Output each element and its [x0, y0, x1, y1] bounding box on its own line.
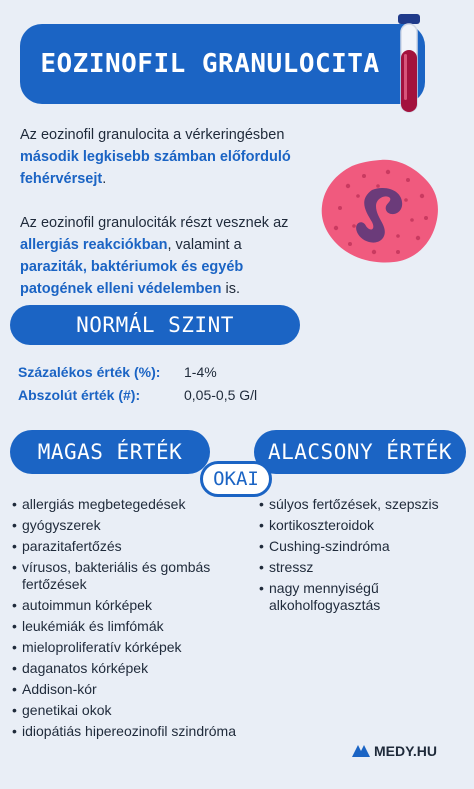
- level-row-percent: Százalékos érték (%): 1-4%: [18, 364, 217, 380]
- list-item: • Addison-kór: [12, 681, 247, 698]
- title-banner: [20, 24, 425, 104]
- high-causes-list: [12, 496, 247, 744]
- eosinophil-cell-illustration: [318, 156, 442, 266]
- list-item: • kortikoszteroidok: [259, 517, 469, 534]
- normal-levels: [18, 364, 257, 410]
- list-item: • gyógyszerek: [12, 517, 247, 534]
- intro-text: [20, 124, 295, 322]
- list-item: • allergiás megbetegedések: [12, 496, 247, 513]
- causes-badge: OKAI: [200, 461, 272, 497]
- list-item: • genetikai okok: [12, 702, 247, 719]
- list-item: • súlyos fertőzések, szepszis: [259, 496, 469, 513]
- list-item: • leukémiák és limfómák: [12, 618, 247, 635]
- intro-paragraph-1: Az eozinofil granulocita a vérkeringésben második legkisebb számban előforduló fehérvérsejt.: [20, 127, 291, 187]
- list-item: • nagy mennyiségű alkoholfogyasztás: [259, 580, 469, 614]
- test-tube-icon: [392, 12, 426, 120]
- list-item: • Cushing-szindróma: [259, 538, 469, 555]
- list-item: • vírusos, bakteriális és gombás fertőzések: [12, 559, 247, 593]
- list-item: • parazitafertőzés: [12, 538, 247, 555]
- list-item: • stressz: [259, 559, 469, 576]
- low-value-heading: ALACSONY ÉRTÉK: [254, 430, 466, 474]
- list-item: • mieloproliferatív kórképek: [12, 639, 247, 656]
- brand-logo[interactable]: MEDY.HU: [352, 743, 437, 759]
- list-item: • autoimmun kórképek: [12, 597, 247, 614]
- normal-level-heading: NORMÁL SZINT: [10, 305, 300, 345]
- low-causes-list: [259, 496, 469, 618]
- level-row-absolute: Abszolút érték (#): 0,05-0,5 G/l: [18, 387, 258, 403]
- list-item: • idiopátiás hipereozinofil szindróma: [12, 723, 247, 740]
- medy-logo-icon: [352, 745, 370, 757]
- list-item: • daganatos kórképek: [12, 660, 247, 677]
- page-title: EOZINOFIL GRANULOCITA: [40, 49, 380, 79]
- high-value-heading: MAGAS ÉRTÉK: [10, 430, 210, 474]
- intro-paragraph-2: Az eozinofil granulociták részt vesznek az allergiás reakciókban, valamint a paraziták, baktériumok és egyéb patogének elleni védelemben is.: [20, 215, 289, 297]
